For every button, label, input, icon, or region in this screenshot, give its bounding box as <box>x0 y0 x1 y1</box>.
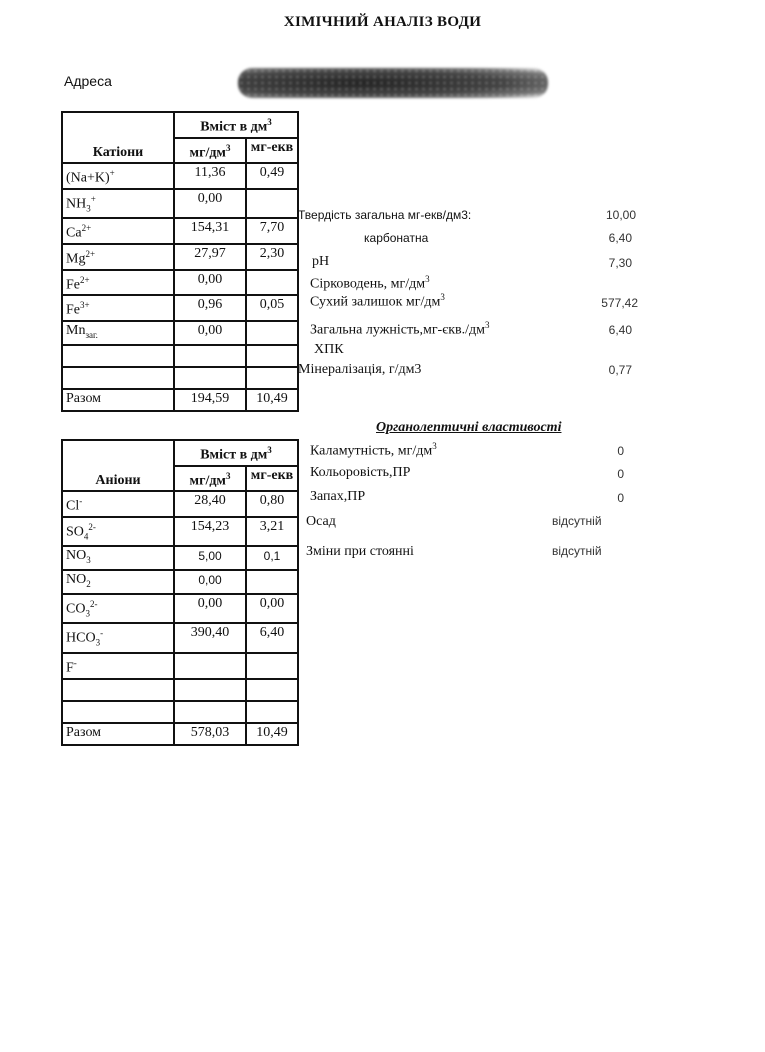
table-row <box>62 623 298 652</box>
color-value: 0 <box>617 467 624 481</box>
table-row <box>62 546 298 570</box>
table-row <box>62 295 298 321</box>
table-row <box>62 570 298 594</box>
ion-name: (Na+K)+ <box>62 163 174 189</box>
address-label: Адреса <box>64 73 112 89</box>
ion-name: $NO_2$ <box>62 570 174 594</box>
anions-total-row <box>62 723 298 745</box>
ion-name <box>62 701 174 723</box>
value-meq <box>246 653 298 679</box>
hardness-value: 10,00 <box>605 208 636 222</box>
value-meq: 2,30 <box>246 244 298 270</box>
sediment-value: відсутній <box>552 514 602 528</box>
anions-header-label: Аніони <box>95 473 141 489</box>
value-mg: 0,00 <box>174 321 246 345</box>
value-meq: 0,80 <box>246 491 298 517</box>
content-header: Вміст в $дм^3$ <box>174 112 298 138</box>
table-row <box>62 594 298 623</box>
total-mg: 578,03 <box>174 723 246 745</box>
table-row <box>62 517 298 546</box>
value-meq: 0,05 <box>246 295 298 321</box>
anions-rows <box>62 491 298 722</box>
value-mg: 390,40 <box>174 623 246 652</box>
ion-name: $CO_3^{2-}$ <box>62 594 174 623</box>
value-meq <box>246 345 298 367</box>
cations-table <box>61 111 299 412</box>
alkalinity-label: Загальна $лужність,мг-єкв./дм^3$ <box>310 320 490 338</box>
ph-label: pH <box>312 254 330 269</box>
cations-total-row <box>62 389 298 411</box>
hardness-label: Твердість загальна мг-екв/дм3: <box>298 208 472 222</box>
unit-meq-header: мг-екв <box>246 466 298 492</box>
unit-meq-header: мг-екв <box>246 138 298 164</box>
value-meq <box>246 701 298 723</box>
ion-name: $NO_3$ <box>62 546 174 570</box>
ion-name <box>62 367 174 389</box>
h2s-label: Сірководень, $мг/дм^3$ <box>310 274 430 292</box>
value-meq: 3,21 <box>246 517 298 546</box>
odor-label: Запах,ПР <box>310 489 366 504</box>
changes-value: відсутній <box>552 544 602 558</box>
value-meq <box>246 321 298 345</box>
value-meq: 0,00 <box>246 594 298 623</box>
value-mg: 154,23 <box>174 517 246 546</box>
carbonate-value: 6,40 <box>608 231 632 245</box>
total-label: Разом <box>62 723 174 745</box>
value-meq: 7,70 <box>246 218 298 244</box>
sediment-label: Осад <box>306 514 336 529</box>
table-row <box>62 653 298 679</box>
ion-name: $HCO_3^-$ <box>62 623 174 652</box>
value-mg: 27,97 <box>174 244 246 270</box>
value-mg <box>174 367 246 389</box>
value-mg: 0,00 <box>174 189 246 218</box>
ion-name: $NH_3^+$ <box>62 189 174 218</box>
table-row <box>62 163 298 189</box>
ion-name: $Mg^{2+}$ <box>62 244 174 270</box>
value-mg: 0,00 <box>174 594 246 623</box>
value-mg <box>174 679 246 701</box>
total-meq: 10,49 <box>246 723 298 745</box>
value-meq <box>246 270 298 296</box>
alkalinity-value: 6,40 <box>608 323 632 337</box>
table-row <box>62 218 298 244</box>
turbidity-label: Каламутність, $мг/дм^3$ <box>310 441 437 459</box>
value-meq: 0,1 <box>246 546 298 570</box>
value-meq <box>246 570 298 594</box>
mineralization-label: Мінералізація, г/дм3 <box>298 362 422 377</box>
value-meq <box>246 189 298 218</box>
table-row <box>62 270 298 296</box>
value-mg: 28,40 <box>174 491 246 517</box>
value-meq: 6,40 <box>246 623 298 652</box>
dry-residue-value: 577,42 <box>601 296 638 310</box>
organoleptic-title: Органолептичні властивості <box>376 420 562 435</box>
unit-mg-header: $мг/дм^3$ <box>174 138 246 164</box>
unit-mg-header: $мг/дм^3$ <box>174 466 246 492</box>
table-row <box>62 679 298 701</box>
table-row <box>62 491 298 517</box>
value-meq <box>246 679 298 701</box>
value-mg <box>174 653 246 679</box>
odor-value: 0 <box>617 491 624 505</box>
table-row <box>62 321 298 345</box>
table-row <box>62 244 298 270</box>
ion-name <box>62 679 174 701</box>
page-title: ХІМІЧНИЙ АНАЛІЗ ВОДИ <box>283 14 482 30</box>
carbonate-label: карбонатна <box>364 231 429 245</box>
content-header: Вміст в $дм^3$ <box>174 440 298 466</box>
dry-residue-label: Сухий залишок $мг/дм^3$ <box>310 292 445 310</box>
total-label: Разом <box>62 389 174 411</box>
value-meq <box>246 367 298 389</box>
color-label: Кольоровість,ПР <box>310 465 411 480</box>
value-mg: 5,00 <box>174 546 246 570</box>
ph-value: 7,30 <box>608 256 632 270</box>
ion-name: Cl- <box>62 491 174 517</box>
value-mg: 0,96 <box>174 295 246 321</box>
value-mg <box>174 701 246 723</box>
cod-label: ХПК <box>314 342 344 357</box>
ion-name: $Mn_{заг.}$ <box>62 321 174 345</box>
cations-header-label: Катіони <box>92 145 144 161</box>
redacted-address <box>238 68 548 98</box>
table-row <box>62 189 298 218</box>
table-row <box>62 367 298 389</box>
ion-name <box>62 345 174 367</box>
ion-name: $SO_4^{2-}$ <box>62 517 174 546</box>
value-mg: 154,31 <box>174 218 246 244</box>
changes-label: Зміни при стоянні <box>306 544 414 559</box>
value-mg: 0,00 <box>174 270 246 296</box>
ion-name: $Fe^{3+}$ <box>62 295 174 321</box>
table-row <box>62 701 298 723</box>
value-mg <box>174 345 246 367</box>
ion-name: $Fe^{2+}$ <box>62 270 174 296</box>
value-mg: 0,00 <box>174 570 246 594</box>
turbidity-value: 0 <box>617 444 624 458</box>
table-row <box>62 345 298 367</box>
ion-name: $Ca^{2+}$ <box>62 218 174 244</box>
ion-name: F- <box>62 653 174 679</box>
cations-rows <box>62 163 298 389</box>
anions-table <box>61 439 299 746</box>
value-mg: 11,36 <box>174 163 246 189</box>
total-meq: 10,49 <box>246 389 298 411</box>
total-mg: 194,59 <box>174 389 246 411</box>
mineralization-value: 0,77 <box>608 363 632 377</box>
value-meq: 0,49 <box>246 163 298 189</box>
